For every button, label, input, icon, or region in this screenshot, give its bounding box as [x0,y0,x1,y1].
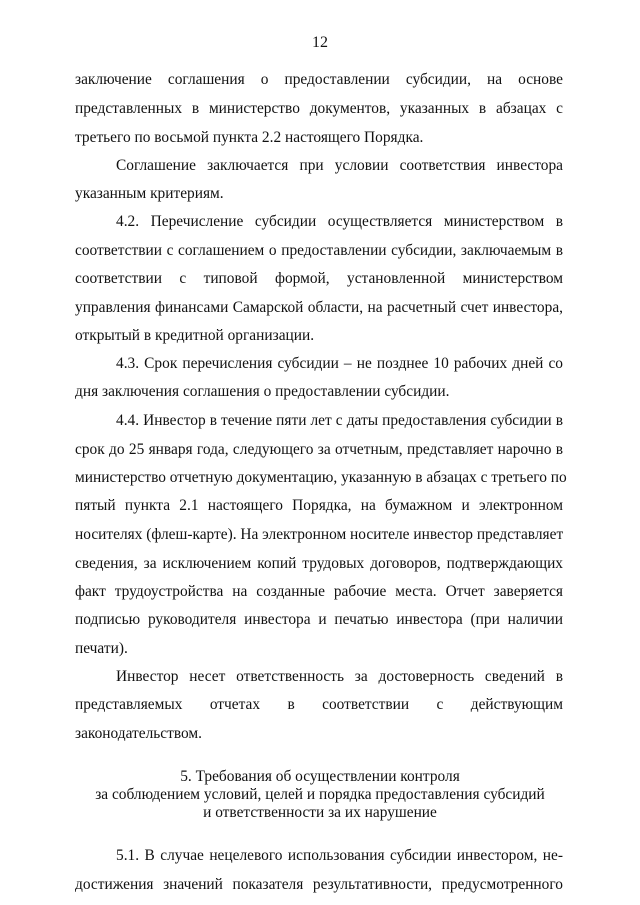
section-heading: за соблюдением условий, целей и порядка предоставления субсидий [95,786,545,803]
text-line: представленных в министерство документов, указанных в абзацах с [75,100,563,117]
text-line: подписью руководителя инвестора и печатью инвестора (при наличии [75,611,563,628]
text-line: печати). [75,640,128,657]
text-line: соответствии с типовой формой, установленной министерством [75,270,563,287]
text-line: пятый пункта 2.1 настоящего Порядка, на бумажном и электронном [75,497,563,514]
paragraph-first-line: Соглашение заключается при условии соответствия инвестора [116,157,563,174]
text-line: заключение соглашения о предоставлении субсидии, на основе [75,71,563,88]
text-line: факт трудоустройства на созданные рабочие места. Отчет заверяется [75,583,563,600]
section-heading: и ответственности за их нарушение [203,804,437,821]
text-line: дня заключения соглашения о предоставлении субсидии. [75,383,450,400]
paragraph-first-line: 4.3. Срок перечисления субсидии – не позднее 10 рабочих дней со [116,355,563,372]
paragraph-first-line: Инвестор несет ответственность за достоверность сведений в [116,668,563,685]
text-line: срок до 25 января года, следующего за отчетным, представляет нарочно в [75,441,563,458]
paragraph-first-line: 4.4. Инвестор в течение пяти лет с даты предоставления субсидии в [116,412,563,429]
paragraph-first-line: 5.1. В случае нецелевого использования субсидии инвестором, не- [116,847,563,864]
text-line: достижения значений показателя результативности, предусмотренного [75,876,563,893]
text-line: законодательством. [75,725,203,742]
text-line: министерство отчетную документацию, указанную в абзацах с третьего по [75,469,567,486]
text-line: соответствии с соглашением о предоставлении субсидии, заключаемым в [75,242,563,259]
text-line: сведения, за исключением копий трудовых договоров, подтверждающих [75,555,563,572]
page-number: 12 [312,34,328,51]
text-line: представляемых отчетах в соответствии с действующим [75,696,563,713]
section-heading: 5. Требования об осуществлении контроля [180,768,460,785]
paragraph-first-line: 4.2. Перечисление субсидии осуществляется министерством в [116,213,563,230]
text-line: носителях (флеш-карте). На электронном носителе инвестор представляет [75,526,564,543]
text-line: открытый в кредитной организации. [75,327,315,344]
text-line: третьего по восьмой пункта 2.2 настоящего Порядка. [75,129,424,146]
text-line: указанным критериям. [75,185,224,202]
text-line: управления финансами Самарской области, на расчетный счет инвестора, [75,299,563,316]
